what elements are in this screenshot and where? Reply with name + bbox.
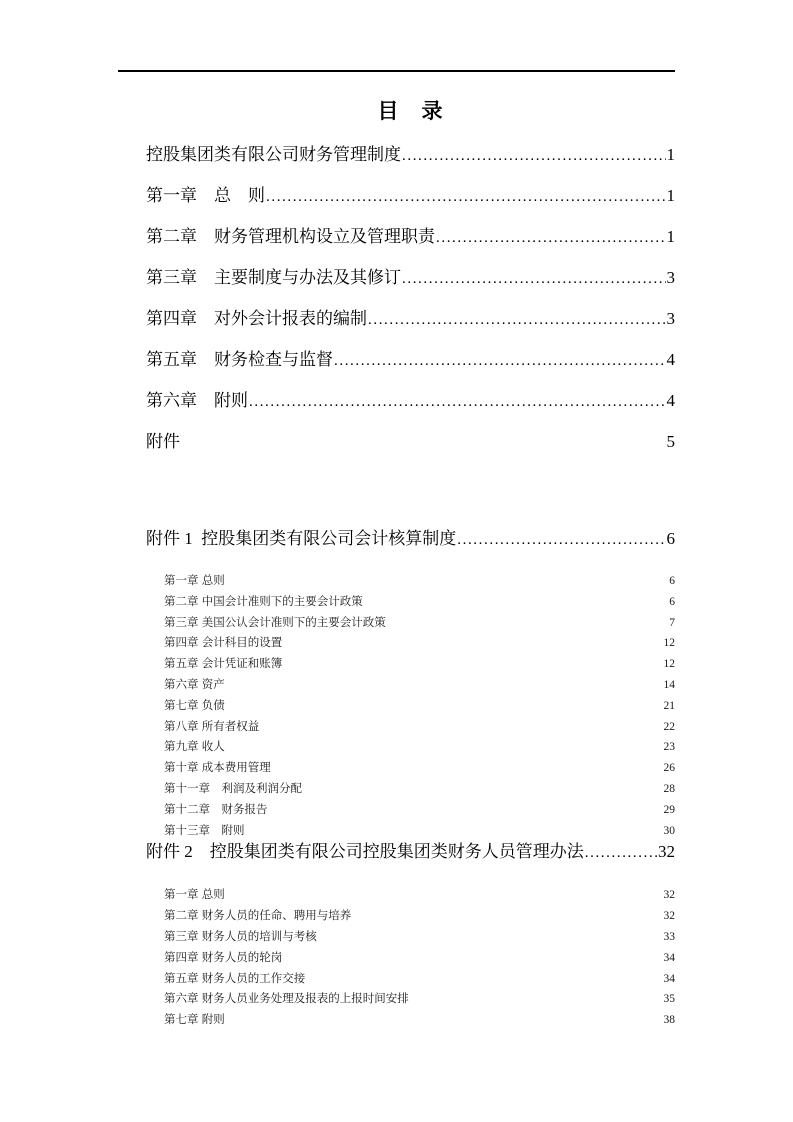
toc-subentry-label: 第三章 财务人员的培训与考核 (164, 930, 317, 943)
toc-subentry[interactable] (164, 779, 675, 800)
toc-subentry[interactable] (164, 1010, 675, 1031)
dot-leader (249, 391, 666, 413)
appendix-2-sub-list (146, 885, 675, 1031)
toc-entry-attachments[interactable] (146, 431, 675, 472)
toc-entry-label: 第三章 主要制度与办法及其修订 (146, 268, 401, 287)
toc-entry-page: 4 (666, 391, 675, 410)
toc-subentry-label: 第三章 美国公认会计准则下的主要会计政策 (164, 616, 386, 629)
page-title: 目 录 (377, 99, 444, 123)
toc-subentry-page: 28 (663, 782, 675, 795)
toc-subentry-label: 第六章 资产 (164, 678, 225, 691)
toc-subentry-label: 第四章 会计科目的设置 (164, 637, 283, 650)
toc-subentry-page: 33 (663, 930, 675, 943)
toc-subentry[interactable] (164, 989, 675, 1010)
toc-subentry-label: 第十章 成本费用管理 (164, 762, 271, 775)
toc-subentry-page: 14 (663, 678, 675, 691)
toc-subentry-page: 32 (663, 889, 675, 902)
dot-leader (368, 309, 666, 331)
toc-entry-label: 附件 2 控股集团类有限公司控股集团类财务人员管理办法 (146, 842, 584, 862)
toc-entry[interactable] (146, 308, 675, 349)
toc-entry-page: 1 (666, 145, 675, 164)
toc-subentry-label: 第二章 财务人员的任命、聘用与培养 (164, 910, 352, 923)
toc-subentry-page: 26 (663, 762, 675, 775)
toc-subentry-label: 第八章 所有者权益 (164, 720, 260, 733)
appendix-2-heading[interactable] (146, 841, 675, 882)
toc-subentry-page: 12 (663, 658, 675, 671)
toc-entry-page: 3 (666, 309, 675, 328)
toc-subentry-label: 第七章 附则 (164, 1014, 225, 1027)
toc-subentry[interactable] (164, 737, 675, 758)
toc-subentry-page: 6 (669, 575, 675, 587)
toc-entry-page: 1 (666, 227, 675, 246)
toc-subentry-label: 第六章 财务人员业务处理及报表的上报时间安排 (164, 993, 409, 1006)
toc-subentry[interactable] (164, 948, 675, 969)
toc-subentry-label: 第五章 财务人员的工作交接 (164, 972, 306, 985)
toc-entry-label: 第四章 对外会计报表的编制 (146, 309, 367, 328)
dot-leader (585, 842, 657, 864)
toc-subentry[interactable] (164, 717, 675, 738)
toc-subentry-label: 第七章 负债 (164, 699, 225, 712)
toc-subentry-label: 第二章 中国会计准则下的主要会计政策 (164, 595, 363, 608)
toc-subentry[interactable] (164, 800, 675, 821)
toc-entry-label: 第二章 财务管理机构设立及管理职责 (146, 227, 435, 246)
toc-subentry-label: 第十一章 利润及利润分配 (164, 782, 302, 795)
toc-subentry-page: 30 (663, 824, 675, 837)
toc-entry[interactable] (146, 349, 675, 390)
toc-subentry[interactable] (164, 969, 675, 990)
toc-subentry-page: 23 (663, 741, 675, 754)
toc-subentry[interactable] (164, 613, 675, 634)
appendix-1-section (146, 528, 675, 841)
toc-subentry[interactable] (164, 592, 675, 613)
toc-subentry[interactable] (164, 885, 675, 906)
toc-subentry-label: 第九章 收人 (164, 741, 225, 754)
toc-subentry-page: 29 (663, 803, 675, 816)
toc-subentry-label: 第一章 总则 (164, 575, 225, 587)
toc-content (146, 96, 675, 1031)
toc-subentry[interactable] (164, 675, 675, 696)
toc-entry-page: 6 (666, 529, 675, 548)
header-rule (118, 70, 675, 72)
toc-subentry[interactable] (164, 696, 675, 717)
toc-subentry[interactable] (164, 571, 675, 592)
toc-level1-list (146, 144, 675, 472)
toc-entry-label: 附件 (146, 432, 180, 451)
toc-subentry-page: 34 (663, 972, 675, 985)
section-spacer (146, 472, 675, 528)
toc-subentry[interactable] (164, 927, 675, 948)
toc-entry-label: 控股集团类有限公司财务管理制度 (146, 145, 401, 164)
toc-subentry-label: 第十二章 财务报告 (164, 803, 268, 816)
toc-entry[interactable] (146, 144, 675, 185)
toc-subentry[interactable] (164, 633, 675, 654)
appendix-1-heading[interactable] (146, 528, 675, 569)
toc-entry-label: 第五章 财务检查与监督 (146, 350, 333, 369)
toc-entry[interactable] (146, 226, 675, 267)
toc-entry-label: 第六章 附则 (146, 391, 248, 410)
toc-entry[interactable] (146, 267, 675, 308)
appendix-2-section (146, 841, 675, 1031)
toc-entry-page: 1 (666, 186, 675, 205)
toc-subentry[interactable] (164, 821, 675, 842)
toc-entry[interactable] (146, 390, 675, 431)
toc-subentry-label: 第十三章 附则 (164, 824, 245, 837)
toc-subentry[interactable] (164, 654, 675, 675)
toc-entry-page: 3 (666, 268, 675, 287)
toc-entry-page: 32 (658, 842, 675, 862)
appendix-1-sub-list (146, 571, 675, 841)
toc-subentry-page: 7 (669, 616, 675, 629)
toc-subentry-page: 6 (669, 595, 675, 608)
toc-subentry-page: 32 (663, 910, 675, 923)
toc-subentry[interactable] (164, 906, 675, 927)
dot-leader (402, 268, 666, 290)
toc-subentry-page: 38 (663, 1014, 675, 1027)
toc-subentry-label: 第四章 财务人员的轮岗 (164, 951, 283, 964)
toc-entry[interactable] (146, 185, 675, 226)
toc-subentry-page: 22 (663, 720, 675, 733)
toc-subentry-page: 35 (663, 993, 675, 1006)
dot-leader (457, 529, 665, 551)
toc-subentry-page: 21 (663, 699, 675, 712)
toc-subentry-label: 第一章 总则 (164, 889, 225, 902)
toc-subentry-page: 34 (663, 951, 675, 964)
dot-leader (436, 227, 666, 249)
toc-entry-label: 附件 1 控股集团类有限公司会计核算制度 (146, 529, 457, 548)
toc-subentry[interactable] (164, 758, 675, 779)
toc-entry-label: 第一章 总 则 (146, 186, 265, 205)
toc-entry-page: 5 (666, 432, 675, 451)
toc-entry-page: 4 (666, 350, 675, 369)
dot-leader (334, 350, 666, 372)
dot-leader (266, 186, 666, 208)
toc-subentry-label: 第五章 会计凭证和账簿 (164, 658, 283, 671)
dot-leader (402, 145, 666, 167)
toc-subentry-page: 12 (663, 637, 675, 650)
